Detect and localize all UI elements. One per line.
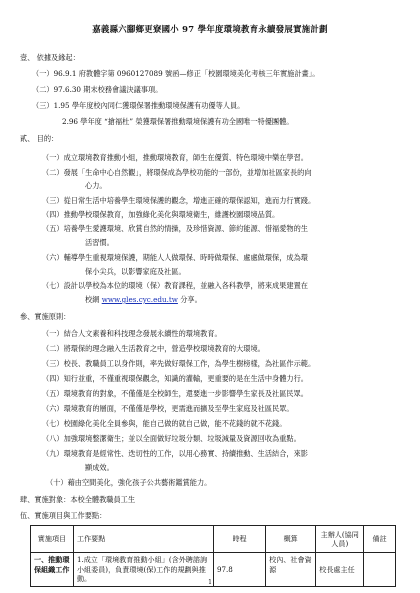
list-item: （二）將環保的理念融入生活教育之中，營造學校環境教育的大環境。 [42, 344, 265, 353]
list-item-continued: 保小尖兵，以影響家庭及社區。 [85, 267, 186, 276]
list-item: （六）環境教育的層面，不僅僅是學校，更需進而擴及至學生家庭及社區民眾。 [42, 404, 294, 413]
plan-table [30, 525, 396, 587]
list-item: （三）從日常生活中培養學生環境保護的觀念，增進正確的環保認知，進而力行實踐。 [42, 196, 316, 205]
cell-budget: 校內、社會資源 [266, 553, 316, 587]
cell-task: 1.成立「環境教育推動小組」(含外聘諮詢小組委員)，負責環境(保)工作的規劃與推動。 [73, 553, 213, 587]
column-header: 概算 [266, 526, 316, 553]
cell-item: 一、推動環保組織工作 [31, 553, 74, 587]
cell-owner: 校長處主任 [316, 553, 364, 587]
list-item: （九）環境教育是經常性、迭切性的工作，以用心務實、持續推動、生活結合，來影 [42, 449, 308, 458]
list-item-continued: 顯成效。 [85, 463, 114, 472]
website-prefix: 校網 [85, 295, 100, 304]
column-header: 實施項目 [31, 526, 74, 553]
section-heading: 肆、實施對象：本校全體教職員工生 [20, 495, 136, 504]
list-item: （二）發展「生命中心自然觀」，將環保成為學校功能的一部份，並增加社區家長的向 [42, 168, 312, 177]
list-item: （四）知行並重，不僅重視環保觀念，知識的灌輸，更重要的是在生活中身體力行。 [42, 374, 308, 383]
column-header: 時程 [214, 526, 266, 553]
column-header: 備註 [364, 526, 396, 553]
list-item: （一）96.9.1 府教體字第 0960127089 號函—修正「校園環境美化考核三年實施計畫」。 [32, 69, 320, 78]
cell-schedule: 97.8 [214, 553, 266, 587]
list-item: （一）成立環境教育推動小組，推動環境教育，師生在優質、特色環境中樂在學習。 [42, 153, 308, 162]
list-item: （三）1.95 學年度校內同仁獲環保署推動環境保護有功優等人員。 [32, 101, 245, 110]
list-item: （七）設計以學校為本位的環境（保）教育課程，並融入各科教學，將來成果建置在 [42, 281, 308, 290]
list-item-continued: 活習慣。 [85, 238, 114, 247]
list-item: （四）推動學校環保教育，加強綠化美化與環境衛生，維護校園環境品質。 [42, 210, 280, 219]
list-item: 2.96 學年度 “搶福杜” 榮獲環保署推動環境保護有功全國唯一特優團體。 [62, 117, 294, 126]
list-item: （六）輔導學生重視環境保護，期能人人做環保、時時做環保、處處做環保，成為環 [42, 253, 308, 262]
list-item: （三）校長、教職員工以身作則，率先做好環保工作，為學生樹榜樣，為社區作示範。 [42, 359, 316, 368]
column-header: 工作要點 [73, 526, 213, 553]
column-header: 主辦人(協同人員) [316, 526, 364, 553]
website-link[interactable]: www.gles.cyc.edu.tw [101, 295, 178, 304]
website-suffix: 分享。 [177, 295, 202, 304]
list-item: （五）培養學生愛護環境、欣賞自然的情操，及珍惜資源、節約能源、惜福愛物的生 [42, 224, 308, 233]
table-header-row [31, 526, 396, 553]
list-item: （八）加強環境整潔衛生；並以全面做好垃圾分類、垃圾減量及資源回收為重點。 [42, 434, 301, 443]
section-heading: 參、實施原則： [20, 312, 71, 321]
list-item: （二）97.6.30 期末校務會議決議事項。 [32, 85, 163, 94]
list-item: （七）校園綠化美化全員參與，能自己做的就自己做，能不花錢的就不花錢。 [42, 419, 287, 428]
document-title: 嘉義縣六腳鄉更寮國小 97 學年度環境教育永續發展實施計劃 [92, 24, 328, 34]
list-item: （一）結合人文素養和科技理念發展永續性的環境教育。 [42, 329, 222, 338]
section-heading: 壹、 依據及緣起： [20, 53, 80, 62]
page-number: 1 [208, 579, 212, 586]
list-item: （五）環境教育的對象，不僅僅是全校師生，還要進一步影響學生家長及社區民眾。 [42, 389, 308, 398]
list-item: （十）藉由空間美化，強化孩子公共藝術鑑賞能力。 [46, 478, 212, 487]
list-item-continued: 心力。 [85, 181, 107, 190]
section-heading: 伍、實施項目與工作要點： [20, 511, 107, 520]
section-heading: 貳、 目的： [20, 134, 59, 143]
list-item-continued [85, 295, 202, 304]
